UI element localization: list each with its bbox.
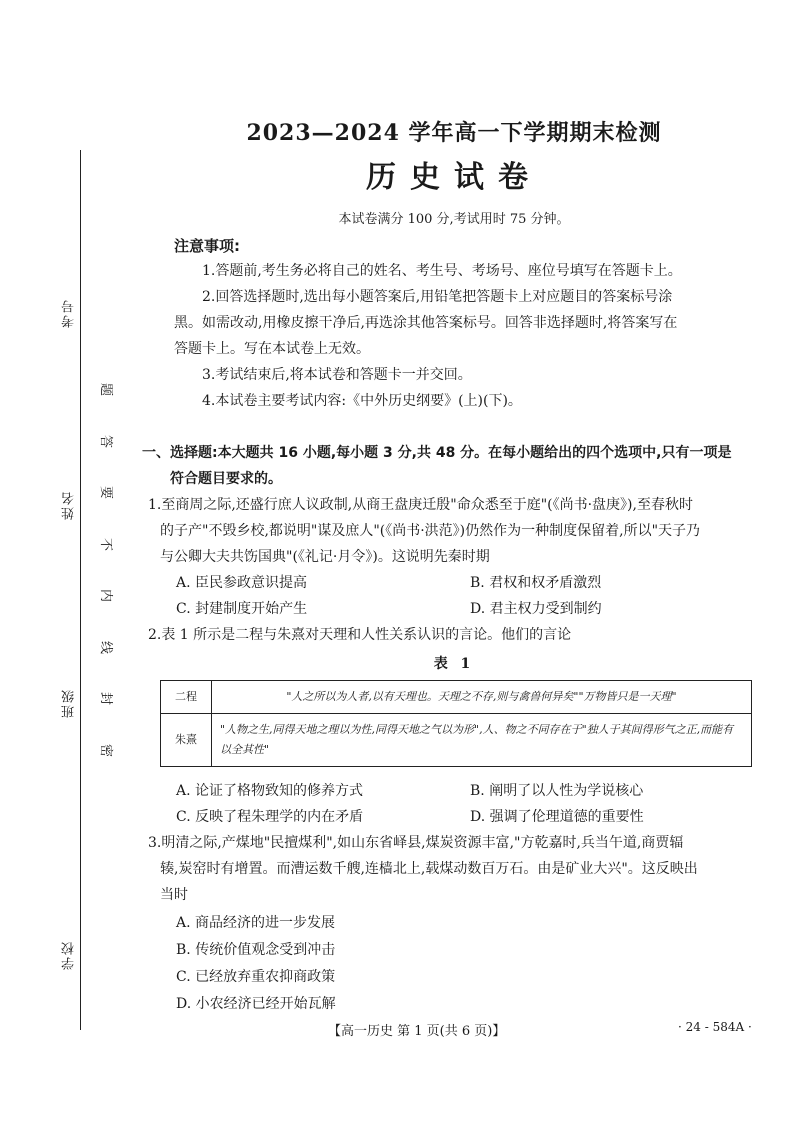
table-row: [161, 714, 752, 767]
question-1: [148, 492, 754, 570]
seal-char: 密: [98, 743, 114, 757]
notice-heading: 注意事项:: [174, 237, 240, 255]
notice-line: 答题卡上。写在本试卷上无效。: [174, 341, 370, 357]
question-line: 与公卿大夫共饬国典"(《礼记·月令》)。这说明先秦时期: [160, 549, 490, 565]
exam-no-label: 考号: [62, 298, 77, 328]
section-line-1: 一、选择题:本大题共 16 小题,每小题 3 分,共 48 分。在每小题给出的四个选项中,只有一项是: [142, 445, 732, 461]
page-footer: 【高一历史 第 1 页(共 6 页)】: [328, 1024, 506, 1039]
table-cell-who: 朱熹: [161, 714, 212, 767]
section-line-2: 符合题目要求的。: [170, 471, 282, 487]
section-heading: [142, 440, 754, 492]
question-line: 辏,炭窑时有增置。而漕运数千艘,连樯北上,载煤动数百万石。由是矿业大兴"。这反映出: [160, 861, 698, 877]
seal-char: 线: [98, 640, 114, 654]
seal-line-text: [98, 380, 118, 760]
seal-char: 内: [98, 589, 114, 603]
q1-option-b: B. 君权和权矛盾激烈: [470, 575, 602, 591]
seal-char: 封: [98, 692, 114, 706]
q1-option-d: D. 君主权力受到制约: [470, 601, 602, 617]
notice-line: 3.考试结束后,将本试卷和答题卡一并交回。: [202, 367, 472, 383]
question-2: [148, 622, 754, 648]
seal-char: 题: [98, 382, 114, 397]
question-line: 的子产"不毁乡校,都说明"谋及庶人"(《尚书·洪范》)仍然作为一种制度保留着,所以"天子乃: [160, 523, 701, 539]
question-line: 1.至商周之际,还盛行庶人议政制,从商王盘庚迁殷"命众悉至于庭"(《尚书·盘庚》),至春秋时: [148, 497, 693, 513]
q2-option-d: D. 强调了伦理道德的重要性: [470, 809, 644, 825]
question-line: 3.明清之际,产煤地"民擅煤利",如山东省峄县,煤炭资源丰富,"方乾嘉时,兵当午道,商贾辐: [148, 835, 684, 851]
q3-option-a: A. 商品经济的进一步发展: [176, 915, 336, 931]
binding-margin: [0, 0, 140, 1122]
name-label: 姓名: [62, 490, 77, 520]
table-caption: 表 1: [433, 656, 475, 672]
q1-option-c: C. 封建制度开始产生: [176, 601, 308, 617]
class-label: 班级: [62, 688, 77, 718]
quote-table: [160, 680, 752, 767]
q3-option-d: D. 小农经济已经开始瓦解: [176, 996, 336, 1012]
table-cell-text: "人之所以为人者,以有天理也。天理之不存,则与禽兽何异矣""万物皆只是一天理": [212, 681, 752, 714]
q3-option-b: B. 传统价值观念受到冲击: [176, 942, 336, 958]
question-3: [148, 830, 754, 908]
q2-option-b: B. 阐明了以人性为学说核心: [470, 783, 644, 799]
exam-title: 2023—2024 学年高一下学期期末检测: [246, 120, 662, 146]
exam-meta: 本试卷满分 100 分,考试用时 75 分钟。: [338, 212, 570, 227]
seal-char: 不: [98, 537, 114, 551]
exam-no-field-line: [80, 150, 81, 300]
seal-char: 答: [98, 434, 114, 448]
notice-line: 1.答题前,考生务必将自己的姓名、考生号、考场号、座位号填写在答题卡上。: [202, 263, 682, 279]
paper-code: · 24 - 584A ·: [678, 1020, 752, 1034]
table-row: [161, 681, 752, 714]
seal-char: 要: [98, 486, 114, 500]
q2-option-c: C. 反映了程朱理学的内在矛盾: [176, 809, 364, 825]
notice-line: 2.回答选择题时,选出每小题答案后,用铅笔把答题卡上对应题目的答案标号涂: [202, 289, 673, 305]
table-cell-who: 二程: [161, 681, 212, 714]
q3-option-c: C. 已经放弃重农抑商政策: [176, 969, 336, 985]
notice-line: 黑。如需改动,用橡皮擦干净后,再选涂其他答案标号。回答非选择题时,将答案写在: [174, 315, 678, 331]
school-label: 学校: [62, 940, 77, 970]
table-cell-text: "人物之生,同得天地之理以为性,同得天地之气以为形",人、物之不同存在于"独人于其间得形气之正,而能有以全其性": [212, 714, 752, 767]
exam-page: [142, 0, 760, 1122]
question-line: 当时: [160, 887, 188, 903]
subject-title: 历史试卷: [366, 160, 542, 195]
q1-option-a: A. 臣民参政意识提高: [176, 575, 308, 591]
notice-line: 4.本试卷主要考试内容:《中外历史纲要》(上)(下)。: [202, 393, 522, 409]
q2-option-a: A. 论证了格物致知的修养方式: [176, 783, 364, 799]
question-line: 2.表 1 所示是二程与朱熹对天理和人性关系认识的言论。他们的言论: [148, 627, 572, 643]
